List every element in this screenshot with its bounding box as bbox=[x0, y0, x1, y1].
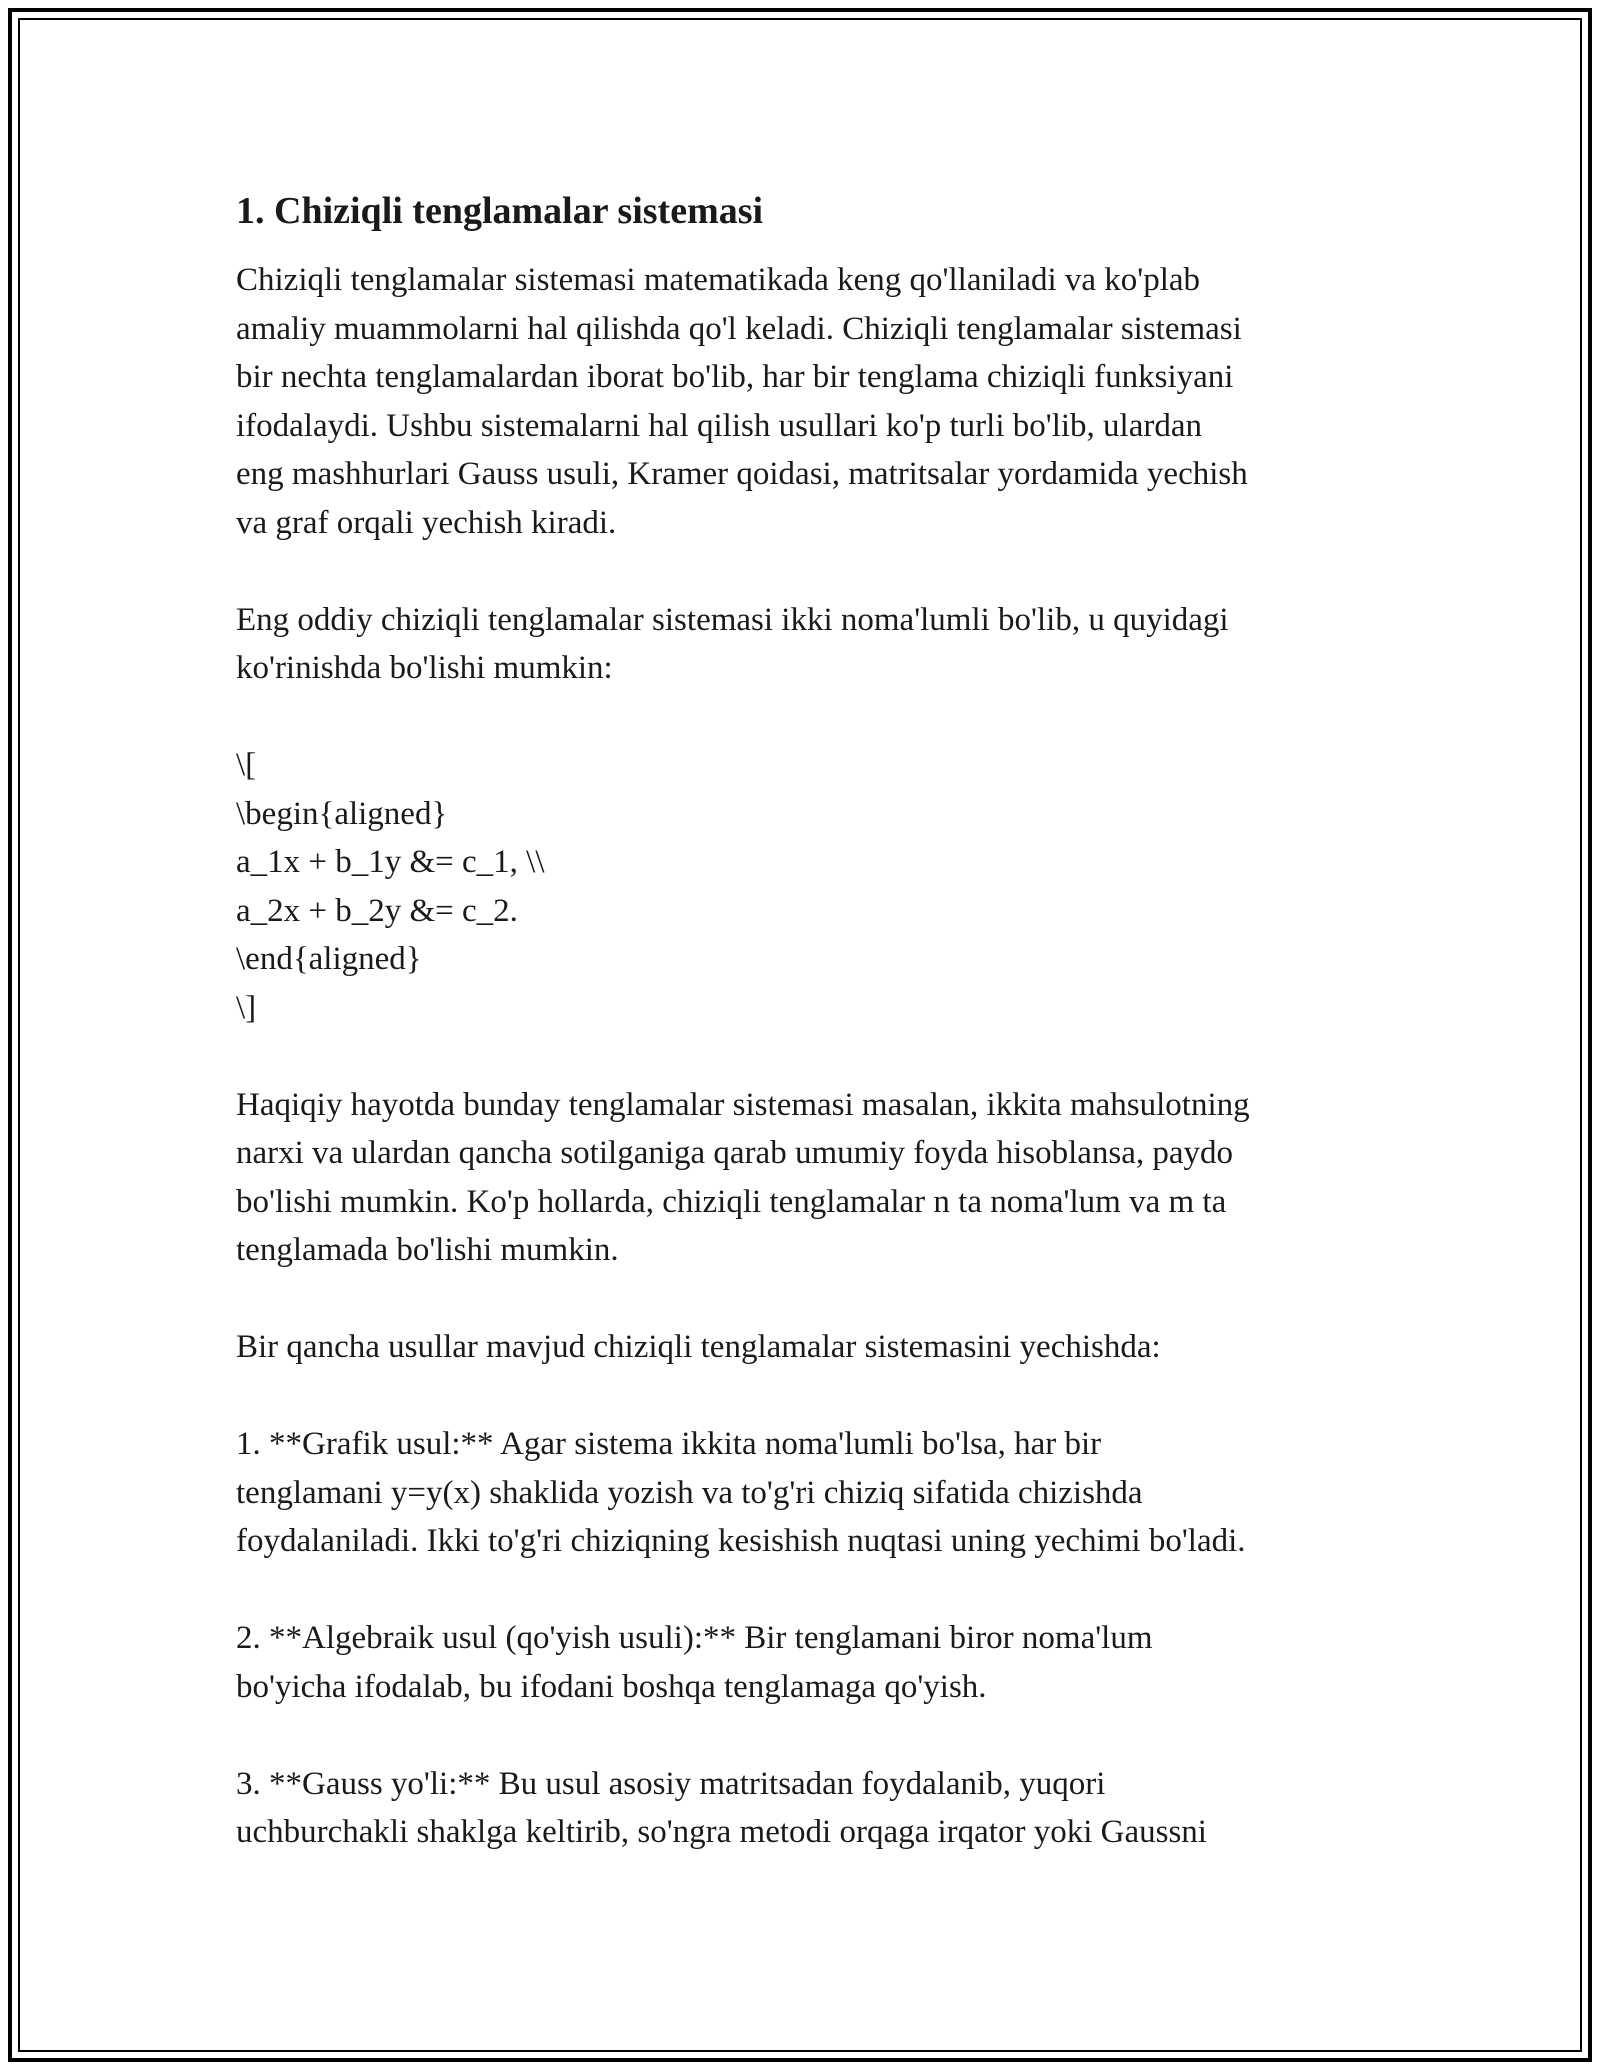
paragraph-simple-system: Eng oddiy chiziqli tenglamalar sistemasi ikki noma'lumli bo'lib, u quyidagi ko'rinishda bo'lishi mumkin: bbox=[236, 601, 1229, 686]
equation-block bbox=[236, 741, 1376, 1032]
paragraph-intro: Chiziqli tenglamalar sistemasi matematikada keng qo'llaniladi va ko'plab amaliy muammolarni hal qilishda qo'l keladi. Chiziqli tenglamalar sistemasi bir nechta tenglamalardan iborat bo'lib, har bir tenglama chiziqli funksiyani ifodalaydi. Ushbu sistemalarni hal qilish usullari ko'p turli bo'lib, ulardan eng mashhurlari Gauss usuli, Kramer qoidasi, matritsalar yordamida yechish va graf orqali yechish kiradi. bbox=[236, 262, 1248, 541]
spacer bbox=[236, 1032, 1376, 1081]
spacer bbox=[236, 1372, 1376, 1421]
document-body bbox=[236, 186, 1376, 1857]
equation-line: a_1x + b_1y &= c_1, \\ bbox=[236, 844, 545, 880]
spacer bbox=[236, 547, 1376, 596]
paragraph-real-life: Haqiqiy hayotda bunday tenglamalar sistemasi masalan, ikkita mahsulotning narxi va ulardan qancha sotilganiga qarab umumiy foyda hisoblansa, paydo bo'lishi mumkin. Ko'p hollarda, chiziqli tenglamalar n ta noma'lum va m ta tenglamada bo'lishi mumkin. bbox=[236, 1086, 1250, 1268]
spacer bbox=[236, 1711, 1376, 1760]
equation-line: \end{aligned} bbox=[236, 941, 422, 977]
list-item-algebraic-method: 2. **Algebraik usul (qo'yish usuli):** Bir tenglamani biror noma'lum bo'yicha ifodalab, bu ifodani boshqa tenglamaga qo'yish. bbox=[236, 1620, 1153, 1705]
paragraph-methods-intro: Bir qancha usullar mavjud chiziqli tenglamalar sistemasini yechishda: bbox=[236, 1329, 1161, 1365]
equation-line: a_2x + b_2y &= c_2. bbox=[236, 892, 518, 929]
section-title: 1. Chiziqli tenglamalar sistemasi bbox=[236, 190, 764, 232]
spacer bbox=[236, 693, 1376, 742]
spacer bbox=[236, 1566, 1376, 1615]
equation-line: \] bbox=[236, 989, 257, 1026]
equation-line: \begin{aligned} bbox=[236, 795, 448, 832]
spacer bbox=[236, 1275, 1376, 1324]
equation-line: \[ bbox=[236, 747, 257, 783]
list-item-graphic-method: 1. **Grafik usul:** Agar sistema ikkita noma'lumli bo'lsa, har bir tenglamani y=y(x) shaklida yozish va to'g'ri chiziq sifatida chizishda foydalaniladi. Ikki to'g'ri chiziqning kesishish nuqtasi uning yechimi bo'ladi. bbox=[236, 1426, 1246, 1559]
list-item-gauss-method: 3. **Gauss yo'li:** Bu usul asosiy matritsadan foydalanib, yuqori uchburchakli shaklga keltirib, so'ngra metodi orqaga irqator yoki Gaussni bbox=[236, 1765, 1207, 1850]
